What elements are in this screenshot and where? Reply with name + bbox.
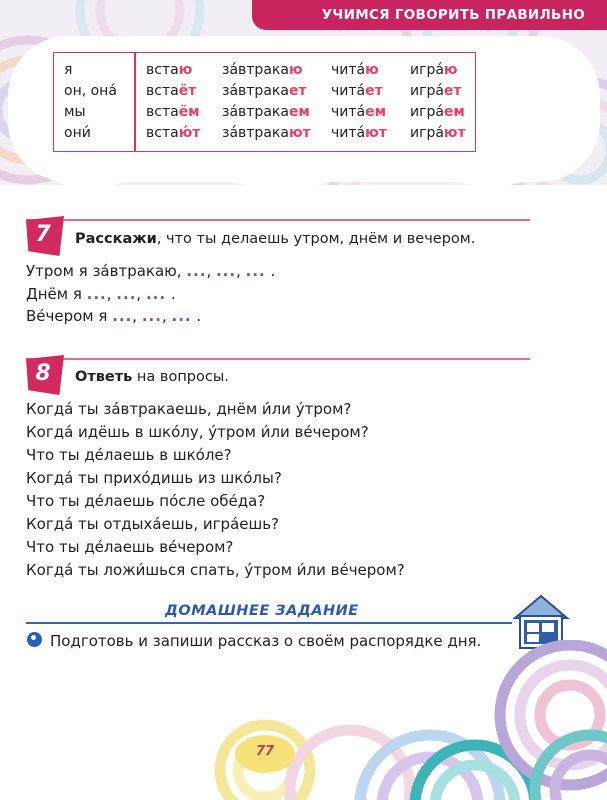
blank-dots: ... (145, 285, 167, 303)
question-item: Когда́ ты ложи́шься спать, у́тром и́ли ве́чером? (26, 561, 405, 579)
verb-ending: ю (443, 62, 458, 78)
verb-ending: ет (443, 83, 462, 99)
verb-form: встаём (146, 104, 200, 120)
blank-dots: ... (116, 285, 137, 303)
section-divider (26, 358, 530, 360)
verb-form: встаёт (146, 83, 197, 99)
pronoun-cell: я (64, 62, 73, 78)
verb-form: за́втракает (222, 83, 307, 99)
pronoun-cell: мы (64, 104, 86, 120)
blank-dots: ... (171, 307, 192, 325)
question-item: Когда́ ты за́втракаешь, днём и́ли у́тром? (26, 400, 352, 418)
homework-title: ДОМАШНЕЕ ЗАДАНИЕ (165, 603, 359, 619)
verb-ending: ю (288, 62, 303, 78)
verb-form: игра́ют (410, 125, 466, 141)
pronoun-column (64, 60, 134, 144)
task-8-instruction: Ответь на вопросы. (75, 369, 229, 385)
verb-ending: ют (443, 125, 466, 141)
verb-form: игра́ет (410, 83, 462, 99)
verb-ending: ю (365, 62, 379, 78)
verb-form: встаю (146, 62, 193, 78)
verb-ending: ет (288, 83, 307, 99)
verb-ending: ют (288, 125, 311, 141)
task-8-questions (26, 398, 405, 582)
verb-column-chitat (331, 60, 387, 144)
blank-dots: ... (86, 285, 107, 303)
task-8-number: 8 (35, 361, 51, 386)
verb-ending: ём (178, 104, 200, 120)
blank-dots: ... (186, 262, 207, 280)
verb-form: за́втракают (222, 125, 311, 141)
question-item: Когда́ идёшь в шко́лу, у́тром и́ли ве́чером? (26, 423, 369, 441)
task-7-line: Ве́чером я ..., ..., ... . (26, 307, 202, 325)
section-divider (26, 219, 530, 221)
task-7-number: 7 (35, 222, 51, 247)
verb-ending: ёт (178, 83, 197, 99)
question-item: Когда́ ты отдыха́ешь, игра́ешь? (26, 515, 280, 533)
blank-dots: ... (245, 262, 266, 280)
header-title: УЧИМСЯ ГОВОРИТЬ ПРАВИЛЬНО (321, 7, 585, 23)
pronoun-cell: они́ (64, 125, 91, 141)
question-item: Что ты де́лаешь по́сле обе́да? (26, 492, 266, 510)
table-divider (134, 52, 136, 152)
verb-form: игра́ем (410, 104, 465, 120)
verb-ending: ют (365, 125, 387, 141)
verb-column-vstavat (146, 60, 200, 144)
blank-dots: ... (112, 307, 133, 325)
verb-ending: ем (288, 104, 310, 120)
verb-form: чита́ет (331, 83, 383, 99)
pronoun-cell: он, она́ (64, 83, 117, 99)
verb-ending: ю (178, 62, 193, 78)
task-7-line: Утром я за́втракаю, ..., ..., ... . (26, 262, 276, 280)
verb-form: чита́ю (331, 62, 379, 78)
verb-ending: ю́т (178, 125, 201, 141)
task-7-line: Днём я ..., ..., ... . (26, 285, 176, 303)
verb-ending: ет (365, 83, 383, 99)
verb-form: за́втракаю (222, 62, 303, 78)
verb-form: чита́ем (331, 104, 387, 120)
verb-column-zavtrakat (222, 60, 311, 144)
page-number: 77 (255, 744, 275, 759)
verb-form: встаю́т (146, 125, 201, 141)
verb-form: игра́ю (410, 62, 458, 78)
question-item: Когда́ ты прихо́дишь из шко́лы? (26, 469, 282, 487)
verb-ending: ем (443, 104, 465, 120)
blank-dots: ... (141, 307, 162, 325)
task-7-instruction: Расскажи, что ты делаешь утром, днём и вечером. (75, 231, 476, 247)
verb-ending: ем (365, 104, 387, 120)
question-item: Что ты де́лаешь ве́чером? (26, 538, 234, 556)
verb-column-igrat (410, 60, 466, 144)
question-item: Что ты де́лаешь в шко́ле? (26, 446, 232, 464)
verb-form: чита́ют (331, 125, 387, 141)
homework-text: Подготовь и запиши рассказ о своём распорядке дня. (50, 632, 482, 650)
verb-form: за́втракаем (222, 104, 310, 120)
homework-divider (26, 622, 512, 624)
blank-dots: ... (215, 262, 237, 280)
decorative-circles-bottom (0, 640, 607, 800)
